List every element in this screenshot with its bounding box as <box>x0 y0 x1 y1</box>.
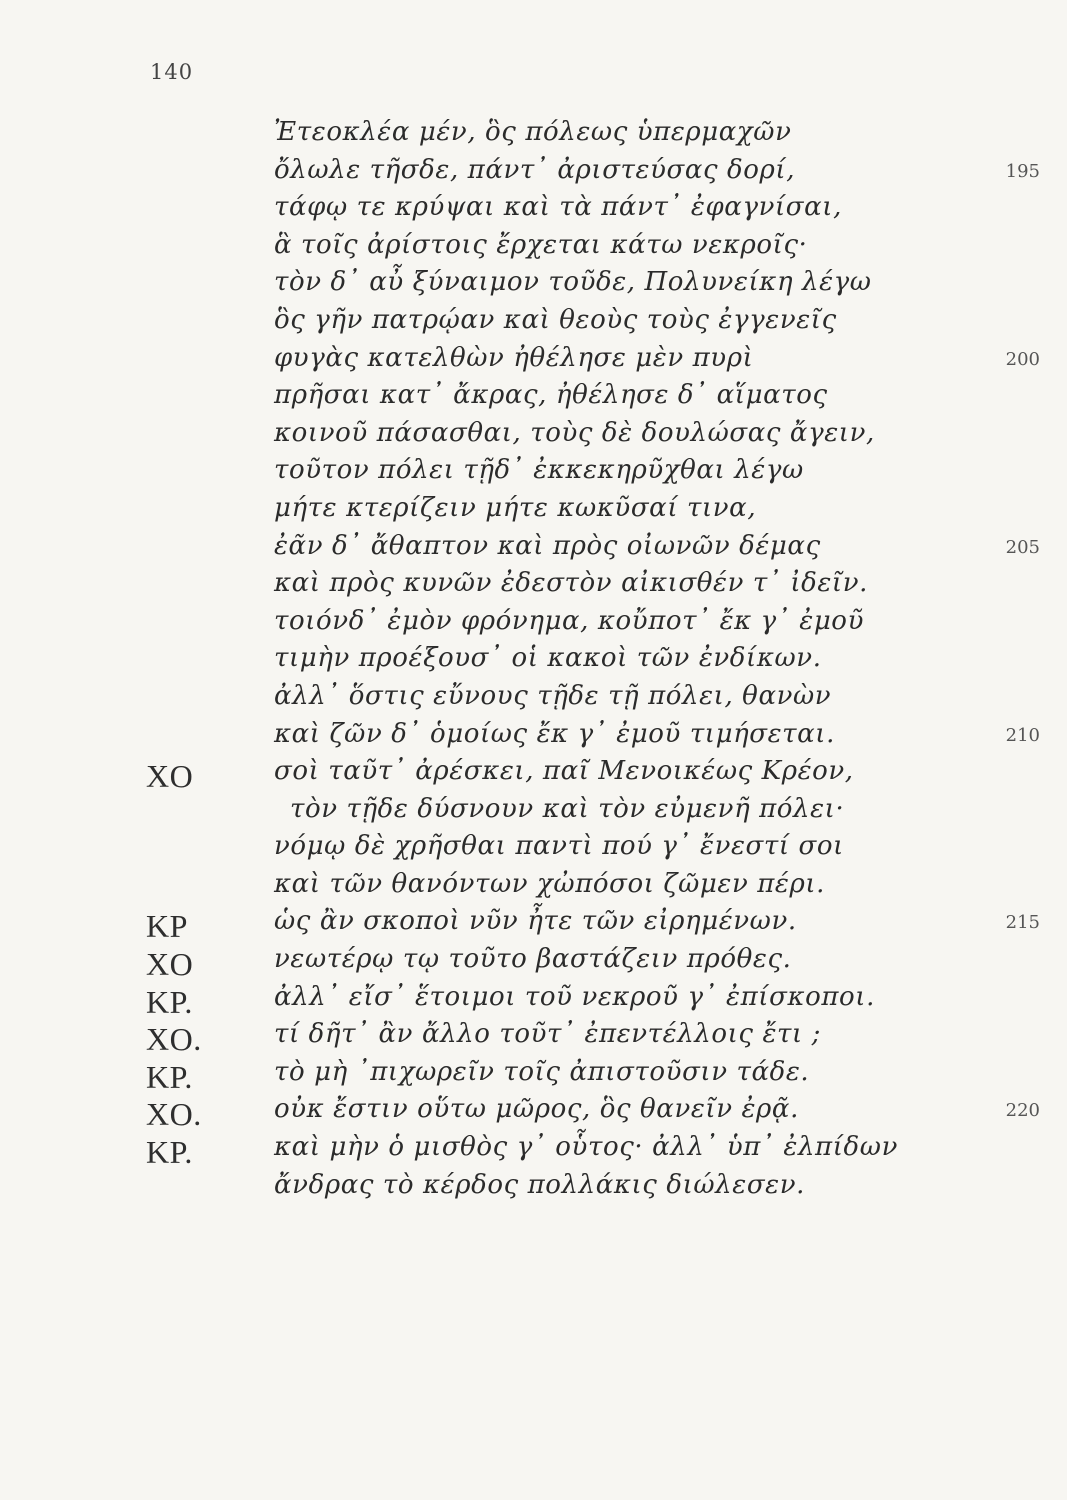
line-number: 215 <box>1005 912 1040 934</box>
verse-line <box>0 944 1067 982</box>
page-number: 140 <box>150 60 194 84</box>
speaker-label: ΧΟ <box>146 946 194 983</box>
verse-text: τιμὴν προέξουσ᾽ οἱ κακοὶ τῶν ἐνδίκων. <box>274 643 822 674</box>
verse-text: ἐᾶν δ᾽ ἄθαπτον καὶ πρὸς οἰωνῶν δέμας <box>274 530 821 561</box>
speaker-label: ΧΟ <box>146 758 194 795</box>
verse-text: καὶ τῶν θανόντων χὠπόσοι ζῶμεν πέρι. <box>274 868 826 899</box>
verse-line <box>0 831 1067 869</box>
verse-text: σοὶ ταῦτ᾽ ἀρέσκει, παῖ Μενοικέως Κρέον, <box>274 756 854 787</box>
verse-line <box>0 305 1067 343</box>
verse-text: ἄνδρας τὸ κέρδος πολλάκις διώλεσεν. <box>274 1169 805 1200</box>
verse-text: τοιόνδ᾽ ἐμὸν φρόνημα, κοὔποτ᾽ ἔκ γ᾽ ἐμοῦ <box>274 605 864 636</box>
verse-line <box>0 267 1067 305</box>
verse-line <box>0 230 1067 268</box>
verse-line <box>0 568 1067 606</box>
verse-line <box>0 117 1067 155</box>
verse-text: τοῦτον πόλει τῇδ᾽ ἐκκεκηρῦχθαι λέγω <box>274 455 804 486</box>
verse-line <box>0 418 1067 456</box>
verse-text: ὡς ἂν σκοποὶ νῦν ἦτε τῶν εἰρημένων. <box>274 906 797 937</box>
verse-line <box>0 380 1067 418</box>
verse-line <box>0 1170 1067 1208</box>
verse-text: κοινοῦ πάσασθαι, τοὺς δὲ δουλώσας ἄγειν, <box>274 417 875 448</box>
verse-text: ἀλλ᾽ εἴσ᾽ ἕτοιμοι τοῦ νεκροῦ γ᾽ ἐπίσκοποι. <box>274 981 875 1012</box>
verse-line <box>0 906 1067 944</box>
verse-text: ἀλλ᾽ ὅστις εὔνους τῇδε τῇ πόλει, θανὼν <box>274 680 832 711</box>
verse-text: τὸν τῇδε δύσνουν καὶ τὸν εὐμενῆ πόλει· <box>290 793 845 824</box>
verse-line <box>0 192 1067 230</box>
verse-text: ἃ τοῖς ἀρίστοις ἔρχεται κάτω νεκροῖς· <box>274 229 808 260</box>
line-number: 195 <box>1005 160 1040 182</box>
verse-line <box>0 1057 1067 1095</box>
verse-text: φυγὰς κατελθὼν ἠθέλησε μὲν πυρὶ <box>274 342 754 373</box>
verse-text: τὸ μὴ ᾽πιχωρεῖν τοῖς ἀπιστοῦσιν τάδε. <box>274 1056 810 1087</box>
verse-text: καὶ πρὸς κυνῶν ἐδεστὸν αἰκισθέν τ᾽ ἰδεῖν. <box>274 568 868 599</box>
verse-line <box>0 982 1067 1020</box>
verse-line <box>0 343 1067 381</box>
verse-text: καὶ μὴν ὁ μισθὸς γ᾽ οὗτος· ἀλλ᾽ ὑπ᾽ ἐλπίδων <box>274 1132 899 1163</box>
verse-line <box>0 1132 1067 1170</box>
verse-line <box>0 794 1067 832</box>
verse-line <box>0 719 1067 757</box>
verse-line <box>0 606 1067 644</box>
speaker-label: ΚΡ. <box>146 1058 193 1095</box>
speaker-label: ΧΟ. <box>146 1096 202 1133</box>
speaker-label: ΧΟ. <box>146 1021 202 1058</box>
verse-line <box>0 1019 1067 1057</box>
verse-line <box>0 756 1067 794</box>
verse-text: πρῆσαι κατ᾽ ἄκρας, ἠθέλησε δ᾽ αἵματος <box>274 380 828 411</box>
verse-text: μήτε κτερίζειν μήτε κωκῦσαί τινα, <box>274 492 757 523</box>
speaker-label: ΚΡ <box>146 908 188 945</box>
verse-text: οὐκ ἔστιν οὕτω μῶρος, ὃς θανεῖν ἐρᾷ. <box>274 1094 799 1125</box>
verse-line <box>0 455 1067 493</box>
verse-line <box>0 493 1067 531</box>
line-number: 205 <box>1005 536 1040 558</box>
verse-text: καὶ ζῶν δ᾽ ὁμοίως ἔκ γ᾽ ἐμοῦ τιμήσεται. <box>274 718 835 749</box>
verse-text: ὃς γῆν πατρῴαν καὶ θεοὺς τοὺς ἐγγενεῖς <box>274 304 837 335</box>
speaker-label: ΚΡ. <box>146 983 193 1020</box>
verse-text: Ἐτεοκλέα μέν, ὃς πόλεως ὑπερμαχῶν <box>274 117 792 147</box>
verse-text: νόμῳ δὲ χρῆσθαι παντὶ πού γ᾽ ἔνεστί σοι <box>274 831 844 862</box>
verse-line <box>0 155 1067 193</box>
line-number: 210 <box>1005 724 1040 746</box>
verse-text: τάφῳ τε κρύψαι καὶ τὰ πάντ᾽ ἐφαγνίσαι, <box>274 192 842 223</box>
verse-block <box>0 117 1067 1207</box>
line-number: 220 <box>1005 1100 1040 1122</box>
verse-line <box>0 681 1067 719</box>
verse-line <box>0 869 1067 907</box>
line-number: 200 <box>1005 348 1040 370</box>
speaker-label: ΚΡ. <box>146 1134 193 1171</box>
verse-text: τὸν δ᾽ αὖ ξύναιμον τοῦδε, Πολυνείκη λέγω <box>274 267 872 298</box>
verse-text: νεωτέρῳ τῳ τοῦτο βαστάζειν πρόθες. <box>274 944 792 975</box>
verse-text: ὄλωλε τῆσδε, πάντ᾽ ἀριστεύσας δορί, <box>274 154 796 185</box>
verse-line <box>0 643 1067 681</box>
verse-line <box>0 1094 1067 1132</box>
verse-text: τί δῆτ᾽ ἂν ἄλλο τοῦτ᾽ ἐπεντέλλοις ἔτι ; <box>274 1019 821 1050</box>
verse-line <box>0 531 1067 569</box>
